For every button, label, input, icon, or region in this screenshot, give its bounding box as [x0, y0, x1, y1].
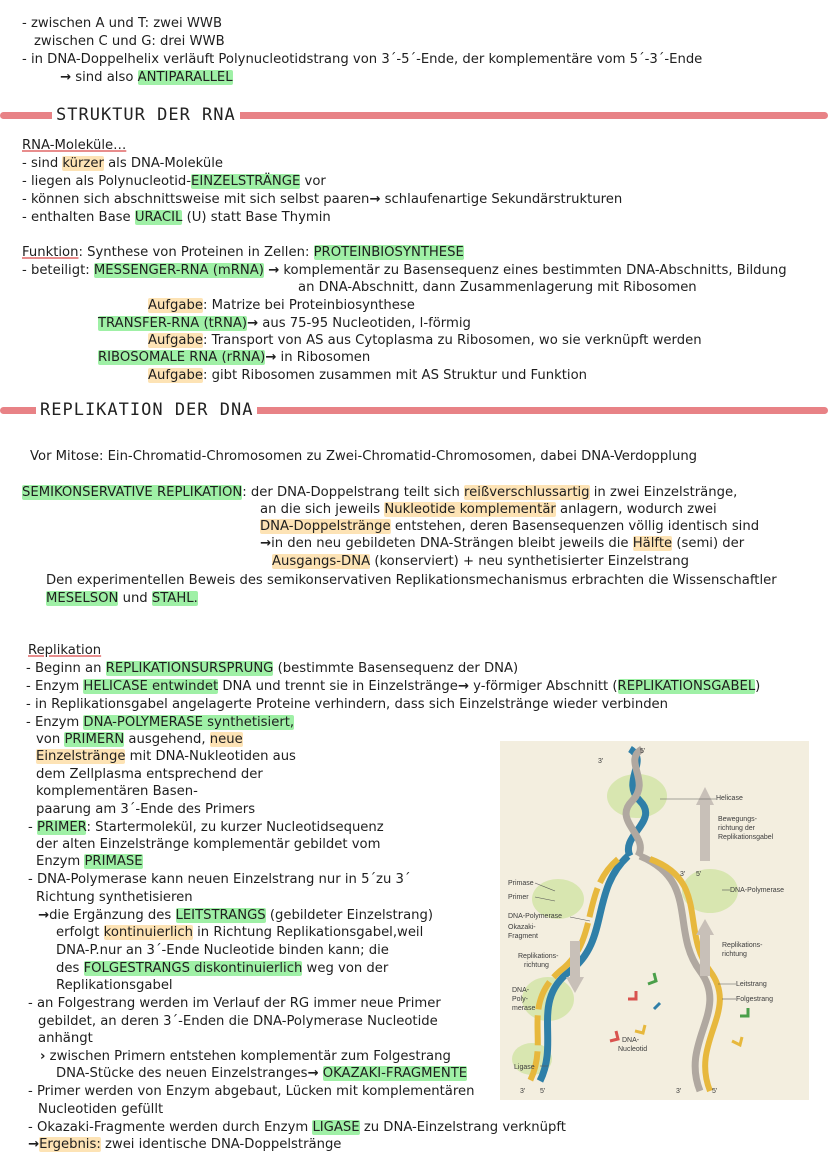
- repl-p1: - PRIMER: Startermolekül, zu kurzer Nucleotidsequenz: [28, 820, 384, 835]
- label-five-mid: 5': [696, 871, 702, 878]
- repl-f5: DNA-Stücke des neuen Einzelstranges→ OKAZAKI-FRAGMENTE: [56, 1066, 468, 1081]
- label-five-top: 5': [640, 748, 646, 755]
- repl-f3: anhängt: [38, 1031, 93, 1046]
- rna-trna-task: Aufgabe: Transport von AS aus Cytoplasma zu Ribosomen, wo sie verknüpft werden: [148, 333, 702, 348]
- repl-f1: - an Folgestrang werden im Verlauf der RG immer neue Primer: [28, 996, 441, 1011]
- label-bewegung-1: Bewegungs-: [718, 816, 757, 823]
- arrow-icon: →: [369, 192, 381, 207]
- label-rep-left-1: Replikations-: [518, 953, 559, 960]
- arrow-icon: →: [260, 536, 272, 551]
- arrow-icon: →: [307, 1066, 319, 1081]
- rep-semi-4: →in den neu gebildeten DNA-Strängen bleibt jeweils die Hälfte (semi) der: [260, 536, 745, 551]
- label-rep-right-1: Replikations-: [722, 942, 763, 949]
- label-folgestrang: Folgestrang: [736, 996, 773, 1003]
- repl-d7: Replikationsgabel: [56, 978, 173, 993]
- dna-replication-figure: [500, 741, 809, 1100]
- repl-p2: der alten Einzelstränge komplementär gebildet vom: [36, 837, 381, 852]
- label-dnapol-left: DNA-Polymerase: [508, 913, 563, 920]
- rep-semi-3: DNA-Doppelstränge entstehen, deren Basensequenzen völlig identisch sind: [260, 519, 760, 534]
- arrow-icon: ›: [40, 1049, 46, 1064]
- label-poly-2: Poly-: [512, 996, 528, 1003]
- label-ligase: Ligase: [514, 1064, 535, 1071]
- rna-bullet-2: - liegen als Polynucleotid-EINZELSTRÄNGE vor: [22, 174, 326, 189]
- repl-d4: erfolgt kontinuierlich in Richtung Replikationsgabel,weil: [56, 925, 424, 940]
- rna-rrna: RIBOSOMALE RNA (rRNA)→ in Ribosomen: [98, 350, 371, 365]
- repl-d3: →die Ergänzung des LEITSTRANGS (gebildeter Einzelstrang): [38, 908, 434, 923]
- repl-d6: des FOLGESTRANGS diskontinuierlich weg von der: [56, 961, 389, 976]
- label-helicase: Helicase: [716, 795, 743, 802]
- arrow-icon: →: [28, 1137, 40, 1152]
- rna-molecules: RNA-Moleküle…: [22, 138, 127, 153]
- rna-bullet-3: - können sich abschnittsweise mit sich selbst paaren→ schlaufenartige Sekundärstrukturen: [22, 192, 623, 207]
- repl-g3: - Okazaki-Fragmente werden durch Enzym LIGASE zu DNA-Einzelstrang verknüpft: [28, 1120, 566, 1135]
- label-rep-left-2: richtung: [524, 962, 549, 969]
- label-okazaki-2: Fragment: [508, 933, 538, 940]
- repl-g1: - Primer werden von Enzym abgebaut, Lücken mit komplementären: [28, 1084, 475, 1099]
- label-okazaki-1: Okazaki-: [508, 924, 536, 931]
- rep-mitose: Vor Mitose: Ein-Chromatid-Chromosomen zu Zwei-Chromatid-Chromosomen, dabei DNA-Verdopplung: [30, 449, 698, 464]
- rna-mrna-task: Aufgabe: Matrize bei Proteinbiosynthese: [148, 298, 415, 313]
- repl-a6: Einzelstränge mit DNA-Nukleotiden aus: [36, 749, 296, 764]
- label-three-b2: 3': [676, 1088, 682, 1095]
- intro-line-1: - zwischen A und T: zwei WWB: [22, 16, 223, 31]
- label-three-top: 3': [598, 758, 604, 765]
- repl-a7: dem Zellplasma entsprechend der: [36, 767, 263, 782]
- label-five-b2: 5': [712, 1088, 718, 1095]
- arrow-icon: →: [247, 316, 259, 331]
- intro-line-3: - in DNA-Doppelhelix verläuft Polynucleotidstrang von 3´-5´-Ende, der komplementäre vom 5´-3´-Ende: [22, 52, 703, 67]
- rna-function: Funktion: Synthese von Proteinen in Zellen: PROTEINBIOSYNTHESE: [22, 245, 464, 260]
- repl-f4: › zwischen Primern entstehen komplementär zum Folgestrang: [40, 1049, 451, 1064]
- arrow-icon: →: [268, 263, 280, 278]
- label-three-b1: 3': [520, 1088, 526, 1095]
- rep-semi-1: SEMIKONSERVATIVE REPLIKATION: der DNA-Doppelstrang teilt sich reißverschlussartig in zwei Einzelstränge,: [22, 485, 738, 500]
- heading-rna: STRUKTUR DER RNA: [52, 105, 240, 125]
- arrow-icon: →: [457, 679, 469, 694]
- label-nucleotid-1: DNA-: [622, 1037, 640, 1044]
- repl-p3: Enzym PRIMASE: [36, 854, 143, 869]
- label-three-mid: 3': [680, 871, 686, 878]
- heading-replikation: REPLIKATION DER DNA: [36, 400, 257, 420]
- label-bewegung-3: Replikationsgabel: [718, 834, 774, 841]
- arrow-icon: →: [60, 70, 72, 85]
- repl-d1: - DNA-Polymerase kann neuen Einzelstrang nur in 5´zu 3´: [28, 872, 411, 887]
- repl-d2: Richtung synthetisieren: [36, 890, 193, 905]
- rep-beweis: Den experimentellen Beweis des semikonservativen Replikationsmechanismus erbrachten die Wissenschaftler: [46, 573, 777, 588]
- repl-a8: komplementären Basen-: [36, 784, 198, 799]
- label-leitstrang: Leitstrang: [736, 981, 767, 988]
- repl-a3: - in Replikationsgabel angelagerte Proteine verhindern, dass sich Einzelstränge wieder verbinden: [26, 697, 669, 712]
- repl-a1: - Beginn an REPLIKATIONSURSPRUNG (bestimmte Basensequenz der DNA): [26, 661, 519, 676]
- rna-rrna-task: Aufgabe: gibt Ribosomen zusammen mit AS Struktur und Funktion: [148, 368, 587, 383]
- repl-g4: →Ergebnis: zwei identische DNA-Doppelstränge: [28, 1137, 342, 1152]
- repl-a4: - Enzym DNA-POLYMERASE synthetisiert,: [26, 715, 295, 730]
- label-dnapol-right: DNA-Polymerase: [730, 887, 785, 894]
- repl-a5: von PRIMERN ausgehend, neue: [36, 732, 243, 747]
- arrow-icon: →: [38, 908, 50, 923]
- arrow-icon: →: [265, 350, 277, 365]
- label-bewegung-2: richtung der: [718, 825, 755, 832]
- rep-scientists: MESELSON und STAHL.: [46, 591, 198, 606]
- repl-title: Replikation: [28, 643, 102, 658]
- rep-semi-5: Ausgangs-DNA (konserviert) + neu synthetisierter Einzelstrang: [272, 554, 690, 569]
- rna-bullet-1: - sind kürzer als DNA-Moleküle: [22, 156, 224, 171]
- label-five-b1: 5': [540, 1088, 546, 1095]
- intro-line-4: → sind also ANTIPARALLEL: [60, 70, 233, 85]
- movement-arrowhead-icon: [696, 787, 714, 805]
- label-poly-1: DNA-: [512, 987, 530, 994]
- label-nucleotid-2: Nucleotid: [618, 1046, 648, 1053]
- repl-g2: Nucleotiden gefüllt: [38, 1102, 164, 1117]
- rna-bullet-4: - enthalten Base URACIL (U) statt Base Thymin: [22, 210, 331, 225]
- rna-mrna-2: an DNA-Abschnitt, dann Zusammenlagerung mit Ribosomen: [298, 280, 697, 295]
- rna-mrna: - beteiligt: MESSENGER-RNA (mRNA) → komplementär zu Basensequenz eines bestimmten DNA-Abschnitts, Bildung: [22, 263, 787, 278]
- repl-d5: DNA-P.nur an 3´-Ende Nucleotide binden kann; die: [56, 943, 389, 958]
- intro-line-2: zwischen C und G: drei WWB: [34, 34, 225, 49]
- label-poly-3: merase: [512, 1005, 536, 1012]
- label-primase: Primase: [508, 880, 534, 887]
- repl-f2: gebildet, an deren 3´-Enden die DNA-Polymerase Nucleotide: [38, 1014, 438, 1029]
- rep-semi-2: an die sich jeweils Nukleotide komplementär anlagern, wodurch zwei: [260, 502, 717, 517]
- repl-a9: paarung am 3´-Ende des Primers: [36, 802, 256, 817]
- label-primer: Primer: [508, 894, 529, 901]
- repl-a2: - Enzym HELICASE entwindet DNA und trennt sie in Einzelstränge→ y-förmiger Abschnitt (REPLIKATIONSGABEL): [26, 679, 761, 694]
- rna-trna: TRANSFER-RNA (tRNA)→ aus 75-95 Nucleotiden, l-förmig: [98, 316, 471, 331]
- rep-direction-arrowhead-right-icon: [696, 919, 714, 935]
- label-rep-right-2: richtung: [722, 951, 747, 958]
